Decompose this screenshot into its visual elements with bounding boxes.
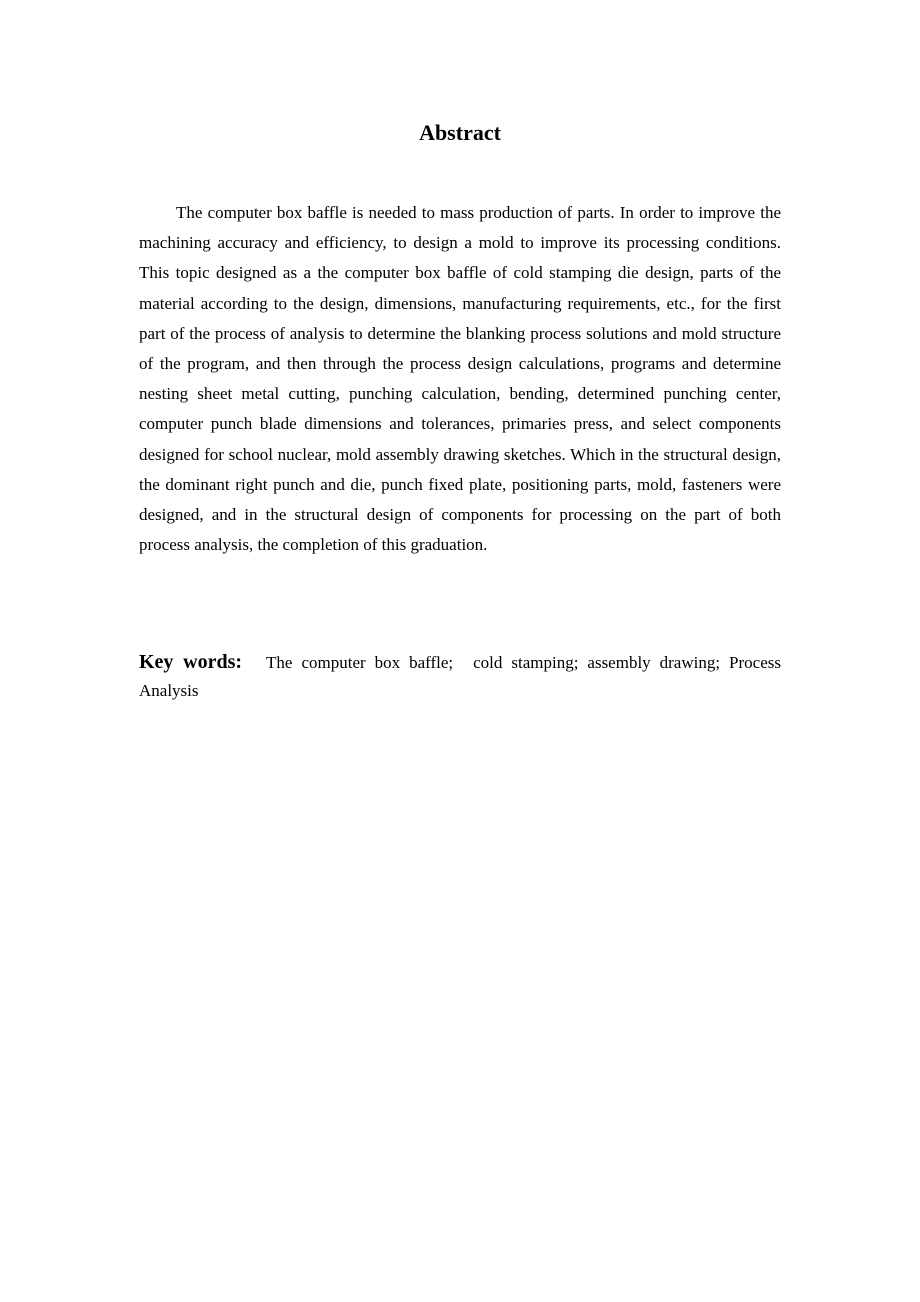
page-title: Abstract bbox=[419, 120, 501, 145]
keyword-item: cold stamping; assembly drawing; Process Analysis bbox=[139, 653, 781, 700]
keywords-label: Key words: bbox=[139, 651, 243, 673]
abstract-paragraph: The computer box baffle is needed to mass production of parts. In order to improve the machining accuracy and efficiency, to design a mold to improve its processing conditions. This topic designed as a the computer box baffle of cold stamping die design, parts of the material according to the design, dimensions, manufacturing requirements, etc., for the first part of the process of analysis to determine the blanking process solutions and mold structure of the program, and then through the process design calculations, programs and determine nesting sheet metal cutting, punching calculation, bending, determined punching center, computer punch blade dimensions and tolerances, primaries press, and select components designed for school nuclear, mold assembly drawing sketches. Which in the structural design, the dominant right punch and die, punch fixed plate, positioning parts, mold, fasteners were designed, and in the structural design of components for processing on the part of both process analysis, the completion of this graduation. bbox=[139, 203, 781, 555]
keyword-item: The computer box baffle; bbox=[266, 653, 454, 672]
keywords-section bbox=[139, 648, 781, 705]
